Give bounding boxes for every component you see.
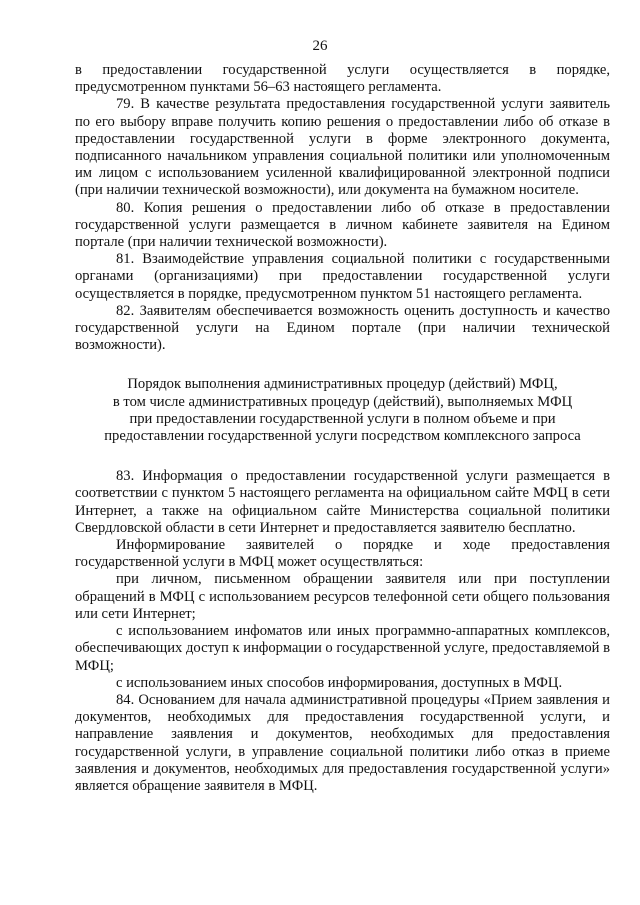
- section-heading: [75, 376, 610, 445]
- paragraph: 81. Взаимодействие управления социальной политики с государственными органами (организациями) при предоставлении государственной услуги осуществляется в порядке, предусмотренном пунктом 51 настоящего регламента.: [75, 251, 610, 302]
- heading-line: Порядок выполнения административных процедур (действий) МФЦ,: [127, 376, 558, 393]
- paragraph: 79. В качестве результата предоставления государственной услуги заявитель по его выбору вправе получить копию решения о предоставлении либо об отказе в предоставлении государственной услуги в форме электронного документа, подписанного начальником управления социальной политики или уполномоченным им лицом с использованием усиленной квалифицированной электронной подписи (при наличии технической возможности), или документа на бумажном носителе.: [75, 96, 610, 199]
- heading-line: в том числе административных процедур (действий), выполняемых МФЦ: [112, 393, 573, 410]
- paragraph: при личном, письменном обращении заявителя или при поступлении обращений в МФЦ с использованием ресурсов телефонной сети общего пользования или сети Интернет;: [75, 571, 610, 622]
- paragraph: 80. Копия решения о предоставлении либо об отказе в предоставлении государственной услуги размещается в личном кабинете заявителя на Едином портале (при наличии технической возможности).: [75, 199, 610, 251]
- paragraph: 84. Основанием для начала административной процедуры «Прием заявления и документов, необходимых для предоставления государственной услуги, и направление заявления и документов, необходимых для предоставления государственной услуги, в управление социальной политики либо отказ в приеме заявления и документов, необходимых для предоставления государственной услуги» является обращение заявителя в МФЦ.: [75, 691, 610, 794]
- paragraph: 83. Информация о предоставлении государственной услуги размещается в соответствии с пунктом 5 настоящего регламента на официальном сайте МФЦ в сети Интернет, а также на официальном сайте Министерства социальной политики Свердловской области в сети Интернет и предоставляется заявителю бесплатно.: [75, 468, 610, 536]
- page-number: 26: [312, 38, 328, 54]
- paragraph: с использованием иных способов информирования, доступных в МФЦ.: [116, 674, 563, 691]
- paragraph-group-bottom: [75, 468, 610, 795]
- paragraph: с использованием инфоматов или иных программно-аппаратных комплексов, обеспечивающих доступ к информации о государственной услуге, предоставляемой в МФЦ;: [75, 623, 610, 674]
- paragraph: 82. Заявителям обеспечивается возможность оценить доступность и качество государственной услуги на Едином портале (при наличии технической возможности).: [75, 302, 610, 354]
- heading-line: предоставлении государственной услуги посредством комплексного запроса: [104, 428, 581, 445]
- paragraph: Информирование заявителей о порядке и ходе предоставления государственной услуги в МФЦ может осуществляться:: [75, 537, 610, 571]
- paragraph-group-top: [75, 62, 610, 354]
- document-body: [75, 62, 610, 795]
- paragraph: в предоставлении государственной услуги осуществляется в порядке, предусмотренном пунктами 56–63 настоящего регламента.: [75, 62, 610, 96]
- heading-line: при предоставлении государственной услуги в полном объеме и при: [129, 410, 556, 427]
